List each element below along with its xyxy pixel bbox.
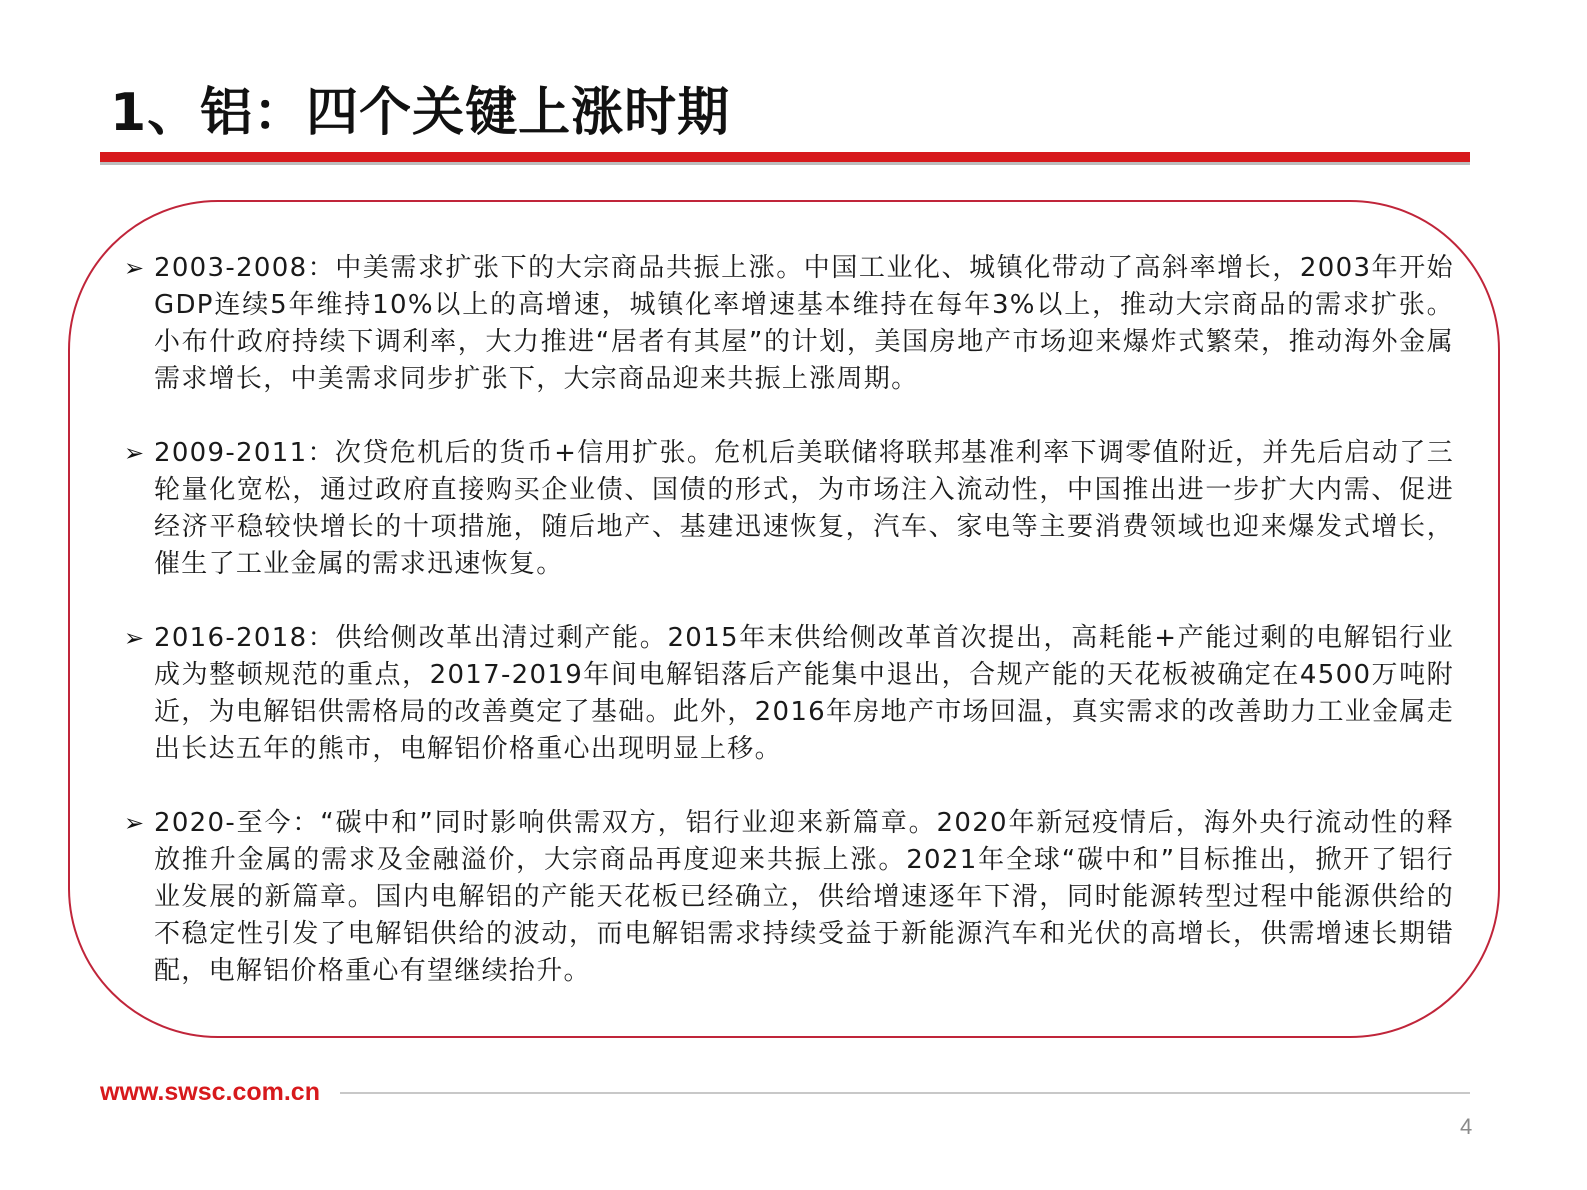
footer-divider — [340, 1092, 1470, 1094]
list-item-text: 2003-2008：中美需求扩张下的大宗商品共振上涨。中国工业化、城镇化带动了高斜率增长，2003年开始GDP连续5年维持10%以上的高增速，城镇化率增速基本维持在每年3%以上，推动大宗商品的需求扩张。小布什政府持续下调利率，大力推进“居者有其屋”的计划，美国房地产市场迎来爆炸式繁荣，推动海外金属需求增长，中美需求同步扩张下，大宗商品迎来共振上涨周期。 — [154, 253, 1454, 394]
footer-website-link[interactable]: www.swsc.com.cn — [100, 1078, 320, 1106]
list-item — [124, 805, 1454, 990]
list-item-text: 2009-2011：次贷危机后的货币+信用扩张。危机后美联储将联邦基准利率下调零值附近，并先后启动了三轮量化宽松，通过政府直接购买企业债、国债的形式，为市场注入流动性，中国推出进一步扩大内需、促进经济平稳较快增长的十项措施，随后地产、基建迅速恢复，汽车、家电等主要消费领域也迎来爆发式增长，催生了工业金属的需求迅速恢复。 — [154, 438, 1454, 579]
arrow-bullet-icon: ➢ — [124, 254, 145, 282]
bullet-list — [124, 250, 1454, 1027]
page-number: 4 — [1460, 1114, 1473, 1139]
arrow-bullet-icon: ➢ — [124, 624, 145, 652]
list-item — [124, 435, 1454, 583]
title-underline — [100, 152, 1470, 162]
list-item — [124, 250, 1454, 398]
list-item-text: 2016-2018：供给侧改革出清过剩产能。2015年末供给侧改革首次提出，高耗能+产能过剩的电解铝行业成为整顿规范的重点，2017-2019年间电解铝落后产能集中退出，合规产能的天花板被确定在4500万吨附近，为电解铝供需格局的改善奠定了基础。此外，2016年房地产市场回温，真实需求的改善助力工业金属走出长达五年的熊市，电解铝价格重心出现明显上移。 — [154, 623, 1454, 764]
list-item-text: 2020-至今：“碳中和”同时影响供需双方，铝行业迎来新篇章。2020年新冠疫情后，海外央行流动性的释放推升金属的需求及金融溢价，大宗商品再度迎来共振上涨。2021年全球“碳中和”目标推出，掀开了铝行业发展的新篇章。国内电解铝的产能天花板已经确立，供给增速逐年下滑，同时能源转型过程中能源供给的不稳定性引发了电解铝供给的波动，而电解铝需求持续受益于新能源汽车和光伏的高增长，供需增速长期错配，电解铝价格重心有望继续抬升。 — [154, 808, 1454, 986]
list-item — [124, 620, 1454, 768]
page-title: 1、铝：四个关键上涨时期 — [110, 83, 731, 143]
arrow-bullet-icon: ➢ — [124, 439, 145, 467]
title-underline-shadow — [100, 162, 1470, 165]
arrow-bullet-icon: ➢ — [124, 809, 145, 837]
